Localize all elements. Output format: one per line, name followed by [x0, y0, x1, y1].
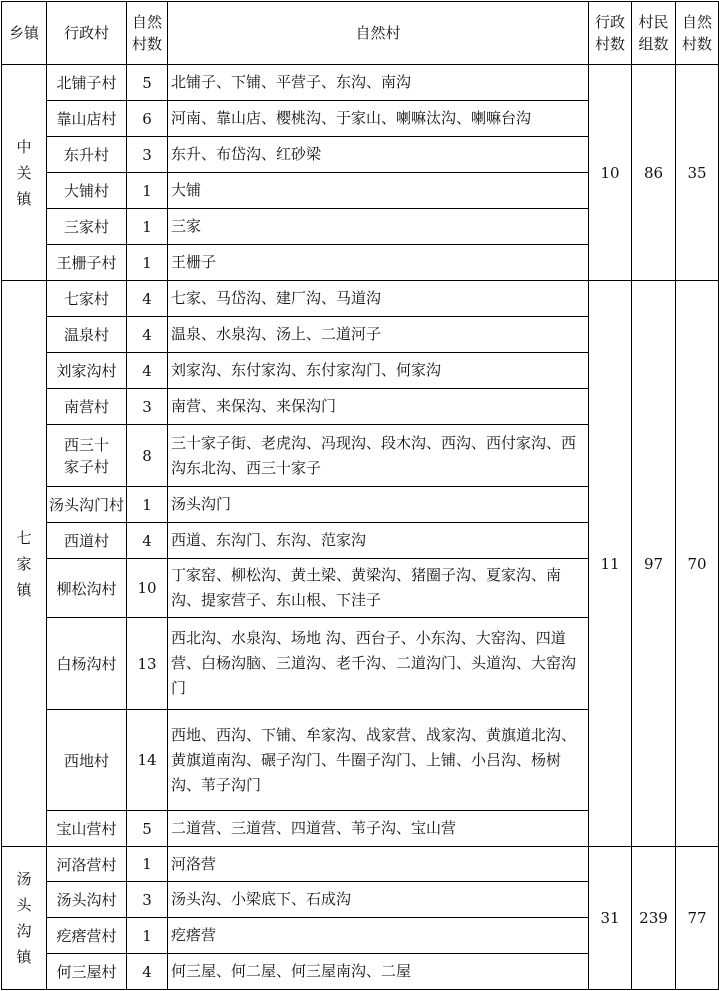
- natural-village-list: 西道、东沟门、东沟、范家沟: [168, 523, 589, 559]
- natural-count: 1: [127, 487, 168, 523]
- village-name: 三家村: [47, 209, 127, 245]
- town-cell: 汤 头 沟 镇: [2, 847, 47, 990]
- table-row: [2, 847, 719, 882]
- group-total: 97: [632, 281, 676, 847]
- natural-count: 14: [127, 710, 168, 811]
- natural-village-list: 河南、靠山店、樱桃沟、于家山、喇嘛汰沟、喇嘛台沟: [168, 101, 589, 137]
- natural-count: 1: [127, 918, 168, 954]
- village-name: 刘家沟村: [47, 353, 127, 389]
- natural-count: 4: [127, 317, 168, 353]
- header-town: 乡镇: [2, 2, 47, 65]
- natural-village-list: 丁家窑、柳松沟、黄土梁、黄梁沟、猪圈子沟、夏家沟、南沟、提家营子、东山根、下洼子: [168, 559, 589, 618]
- natural-count: 5: [127, 811, 168, 847]
- village-name: 疙瘩营村: [47, 918, 127, 954]
- natural-count: 5: [127, 65, 168, 101]
- natural-count: 4: [127, 523, 168, 559]
- town-cell: 中 关 镇: [2, 65, 47, 281]
- village-name: 汤头沟门村: [47, 487, 127, 523]
- village-name: 七家村: [47, 281, 127, 317]
- natural-village-list: 南营、来保沟、来保沟门: [168, 389, 589, 425]
- natural-count: 1: [127, 209, 168, 245]
- natural-village-list: 刘家沟、东付家沟、东付家沟门、何家沟: [168, 353, 589, 389]
- natural-count: 4: [127, 281, 168, 317]
- table-row: [2, 281, 719, 317]
- natural-count: 13: [127, 618, 168, 710]
- natural-village-list: 何三屋、何二屋、何三屋南沟、二屋: [168, 954, 589, 990]
- natural-village-list: 汤头沟门: [168, 487, 589, 523]
- admin-village-total: 10: [589, 65, 632, 281]
- natural-count: 3: [127, 389, 168, 425]
- village-name: 西道村: [47, 523, 127, 559]
- natural-village-list: 河洛营: [168, 847, 589, 882]
- village-name: 汤头沟村: [47, 882, 127, 918]
- natural-count: 6: [127, 101, 168, 137]
- natural-village-list: 二道营、三道营、四道营、苇子沟、宝山营: [168, 811, 589, 847]
- natural-village-list: 西北沟、水泉沟、场地 沟、西台子、小东沟、大窑沟、四道营、白杨沟脑、三道沟、老千沟、二道沟门、头道沟、大窑沟门: [168, 618, 589, 710]
- natural-count: 4: [127, 954, 168, 990]
- header-natural-count: 自然 村数: [127, 2, 168, 65]
- village-name: 靠山店村: [47, 101, 127, 137]
- village-name: 王栅子村: [47, 245, 127, 281]
- natural-village-list: 西地、西沟、下铺、牟家沟、战家营、战家沟、黄旗道北沟、黄旗道南沟、碾子沟门、牛圈子沟门、上铺、小吕沟、杨树沟、苇子沟门: [168, 710, 589, 811]
- natural-village-total: 77: [676, 847, 719, 990]
- natural-count: 1: [127, 245, 168, 281]
- natural-count: 10: [127, 559, 168, 618]
- natural-count: 1: [127, 173, 168, 209]
- natural-village-list: 温泉、水泉沟、汤上、二道河子: [168, 317, 589, 353]
- natural-count: 4: [127, 353, 168, 389]
- group-total: 239: [632, 847, 676, 990]
- natural-village-list: 大铺: [168, 173, 589, 209]
- natural-count: 3: [127, 882, 168, 918]
- natural-count: 8: [127, 425, 168, 487]
- natural-village-list: 疙瘩营: [168, 918, 589, 954]
- village-name: 白杨沟村: [47, 618, 127, 710]
- natural-village-list: 七家、马岱沟、建厂沟、马道沟: [168, 281, 589, 317]
- village-name: 何三屋村: [47, 954, 127, 990]
- natural-village-list: 王栅子: [168, 245, 589, 281]
- header-group-count: 村民 组数: [632, 2, 676, 65]
- natural-village-list: 三家: [168, 209, 589, 245]
- natural-village-list: 北铺子、下铺、平营子、东沟、南沟: [168, 65, 589, 101]
- natural-village-list: 东升、布岱沟、红砂梁: [168, 137, 589, 173]
- natural-count: 1: [127, 847, 168, 882]
- admin-village-total: 11: [589, 281, 632, 847]
- town-cell: 七 家 镇: [2, 281, 47, 847]
- natural-village-list: 汤头沟、小梁底下、石成沟: [168, 882, 589, 918]
- village-name: 宝山营村: [47, 811, 127, 847]
- header-admin-village-count: 行政 村数: [589, 2, 632, 65]
- village-table: [1, 1, 719, 990]
- village-name: 河洛营村: [47, 847, 127, 882]
- natural-village-total: 35: [676, 65, 719, 281]
- natural-village-list: 三十家子街、老虎沟、冯现沟、段木沟、西沟、西付家沟、西沟东北沟、西三十家子: [168, 425, 589, 487]
- village-name: 西地村: [47, 710, 127, 811]
- village-name: 柳松沟村: [47, 559, 127, 618]
- village-name: 北铺子村: [47, 65, 127, 101]
- village-name: 东升村: [47, 137, 127, 173]
- village-name: 西三十 家子村: [47, 425, 127, 487]
- village-name: 大铺村: [47, 173, 127, 209]
- group-total: 86: [632, 65, 676, 281]
- natural-village-total: 70: [676, 281, 719, 847]
- village-name: 南营村: [47, 389, 127, 425]
- header-natural-villages: 自然村: [168, 2, 589, 65]
- admin-village-total: 31: [589, 847, 632, 990]
- header-natural-village-count: 自然 村数: [676, 2, 719, 65]
- village-name: 温泉村: [47, 317, 127, 353]
- table-row: [2, 65, 719, 101]
- header-row: [2, 2, 719, 65]
- natural-count: 3: [127, 137, 168, 173]
- header-admin-village: 行政村: [47, 2, 127, 65]
